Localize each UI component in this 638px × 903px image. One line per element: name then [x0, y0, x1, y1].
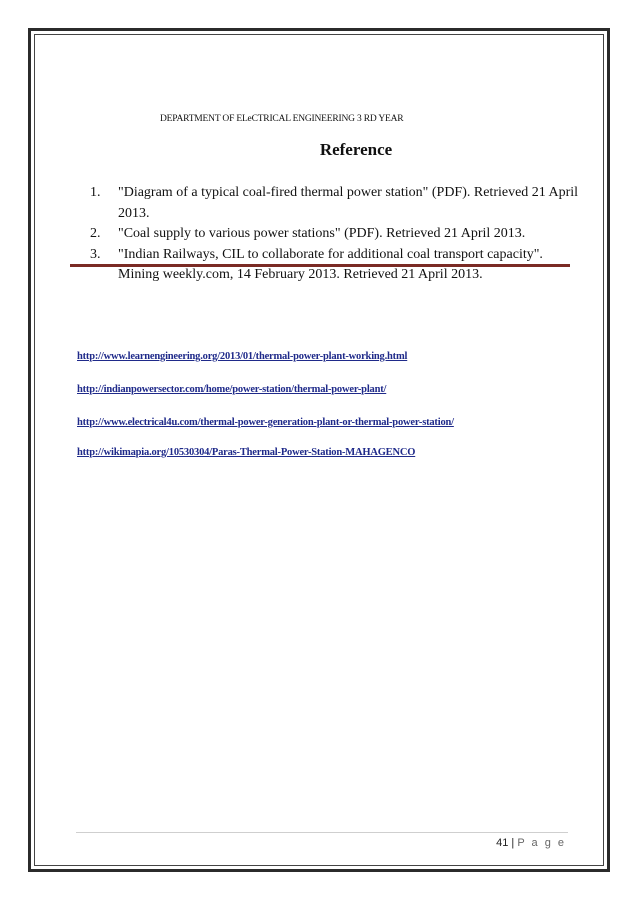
- reference-link[interactable]: http://indianpowersector.com/home/power-station/thermal-power-plant/: [77, 384, 387, 395]
- reference-item: [90, 224, 580, 245]
- footer-separator: |: [511, 837, 515, 849]
- reference-number: 3.: [90, 246, 101, 262]
- page-footer: [496, 837, 566, 849]
- reference-link[interactable]: http://wikimapia.org/10530304/Paras-Thermal-Power-Station-MAHAGENCO: [77, 447, 416, 458]
- reference-text: "Coal supply to various power stations" (PDF). Retrieved 21 April 2013.: [118, 226, 526, 241]
- page-number: 41: [496, 837, 509, 849]
- reference-link[interactable]: http://www.learnengineering.org/2013/01/thermal-power-plant-working.html: [77, 351, 408, 362]
- page-title-text: Reference: [319, 140, 393, 159]
- header-divider-line: [70, 264, 570, 267]
- reference-list: [90, 183, 580, 286]
- reference-item: [90, 183, 580, 224]
- reference-number: 1.: [90, 185, 101, 200]
- reference-link[interactable]: http://www.electrical4u.com/thermal-power-generation-plant-or-thermal-power-station/: [77, 417, 454, 428]
- reference-text: "Diagram of a typical coal-fired thermal power station" (PDF). Retrieved 21 April 2013.: [118, 185, 579, 221]
- page-title: [0, 140, 638, 160]
- reference-text: "Indian Railways, CIL to collaborate for additional coal transport capacity". Mining weekly.com, 14 February 2013. Retrieved 21 April 2013.: [118, 246, 543, 282]
- department-header: DEPARTMENT OF ELeCTRICAL ENGINEERING 3 RD YEAR: [160, 114, 404, 124]
- page-label: P a g e: [517, 837, 566, 849]
- footer-divider: [76, 832, 568, 833]
- reference-number: 2.: [90, 226, 101, 241]
